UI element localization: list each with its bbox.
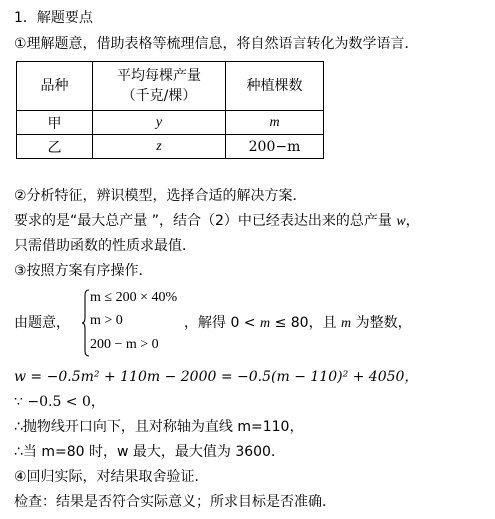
paragraph-line-1-text: 要求的是“最大总产量 ”，结合（2）中已经表达出来的总产量 xyxy=(14,213,397,229)
check-text: 检查：结果是否符合实际意义；所求目标是否准确． xyxy=(14,494,336,510)
formula-w: w = −0.5m² + 110m − 2000 = −0.5(m − 110)² + 4050， xyxy=(14,369,419,385)
paragraph-line-2: 只需借助函数的性质求最值． xyxy=(14,238,196,254)
inequality-3: 200 − m > 0 xyxy=(90,337,159,352)
cell-variety: 甲 xyxy=(17,111,93,135)
cell-variety: 乙 xyxy=(17,135,93,159)
data-table xyxy=(16,61,324,159)
variable-m: m xyxy=(260,316,271,331)
solution-text xyxy=(184,313,412,334)
therefore-line-2: ∴当 m=80 时，w 最大，最大值为 3600． xyxy=(14,444,285,460)
cell-count: m xyxy=(226,111,324,135)
because-line: ∵ −0.5 < 0， xyxy=(14,394,105,410)
paragraph-line-1-tail: ， xyxy=(405,213,420,229)
therefore-line-1: ∴抛物线开口向下，且对称轴为直线 m=110， xyxy=(14,419,304,435)
table-header-row xyxy=(17,62,324,111)
solution-text-a: ，解得 0 < xyxy=(184,315,260,331)
inequality-1: m ≤ 200 × 40% xyxy=(90,290,178,305)
step-2-text: ②分析特征，辨识模型，选择合适的解决方案． xyxy=(14,188,307,204)
header-avg-yield-line1: 平均每棵产量 xyxy=(117,68,201,84)
cell-yield: z xyxy=(93,135,226,159)
paragraph-line-1 xyxy=(14,211,420,232)
header-count: 种植棵数 xyxy=(226,62,324,111)
header-avg-yield xyxy=(93,62,226,111)
solution-text-b: ≤ 80，且 xyxy=(270,315,342,331)
section-heading: 1．解题要点 xyxy=(14,10,93,26)
table-row xyxy=(17,135,324,159)
step-4-text: ④回归实际，对结果取舍验证． xyxy=(14,469,209,485)
header-avg-yield-line2: （千克/棵） xyxy=(121,88,197,104)
variable-m: m xyxy=(341,316,352,331)
solution-text-c: 为整数， xyxy=(351,315,412,331)
inequality-2: m > 0 xyxy=(90,313,123,328)
condition-label: 由题意， xyxy=(14,315,70,331)
step-3-text: ③按照方案有序操作． xyxy=(14,263,153,279)
variable-w: w xyxy=(396,214,406,229)
table-row xyxy=(17,111,324,135)
header-variety: 品种 xyxy=(17,62,93,111)
left-brace-icon xyxy=(82,289,90,357)
step-1-text: ①理解题意，借助表格等梳理信息，将自然语言转化为数学语言． xyxy=(14,36,419,52)
cell-yield: y xyxy=(93,111,226,135)
cell-count: 200−m xyxy=(226,135,324,159)
